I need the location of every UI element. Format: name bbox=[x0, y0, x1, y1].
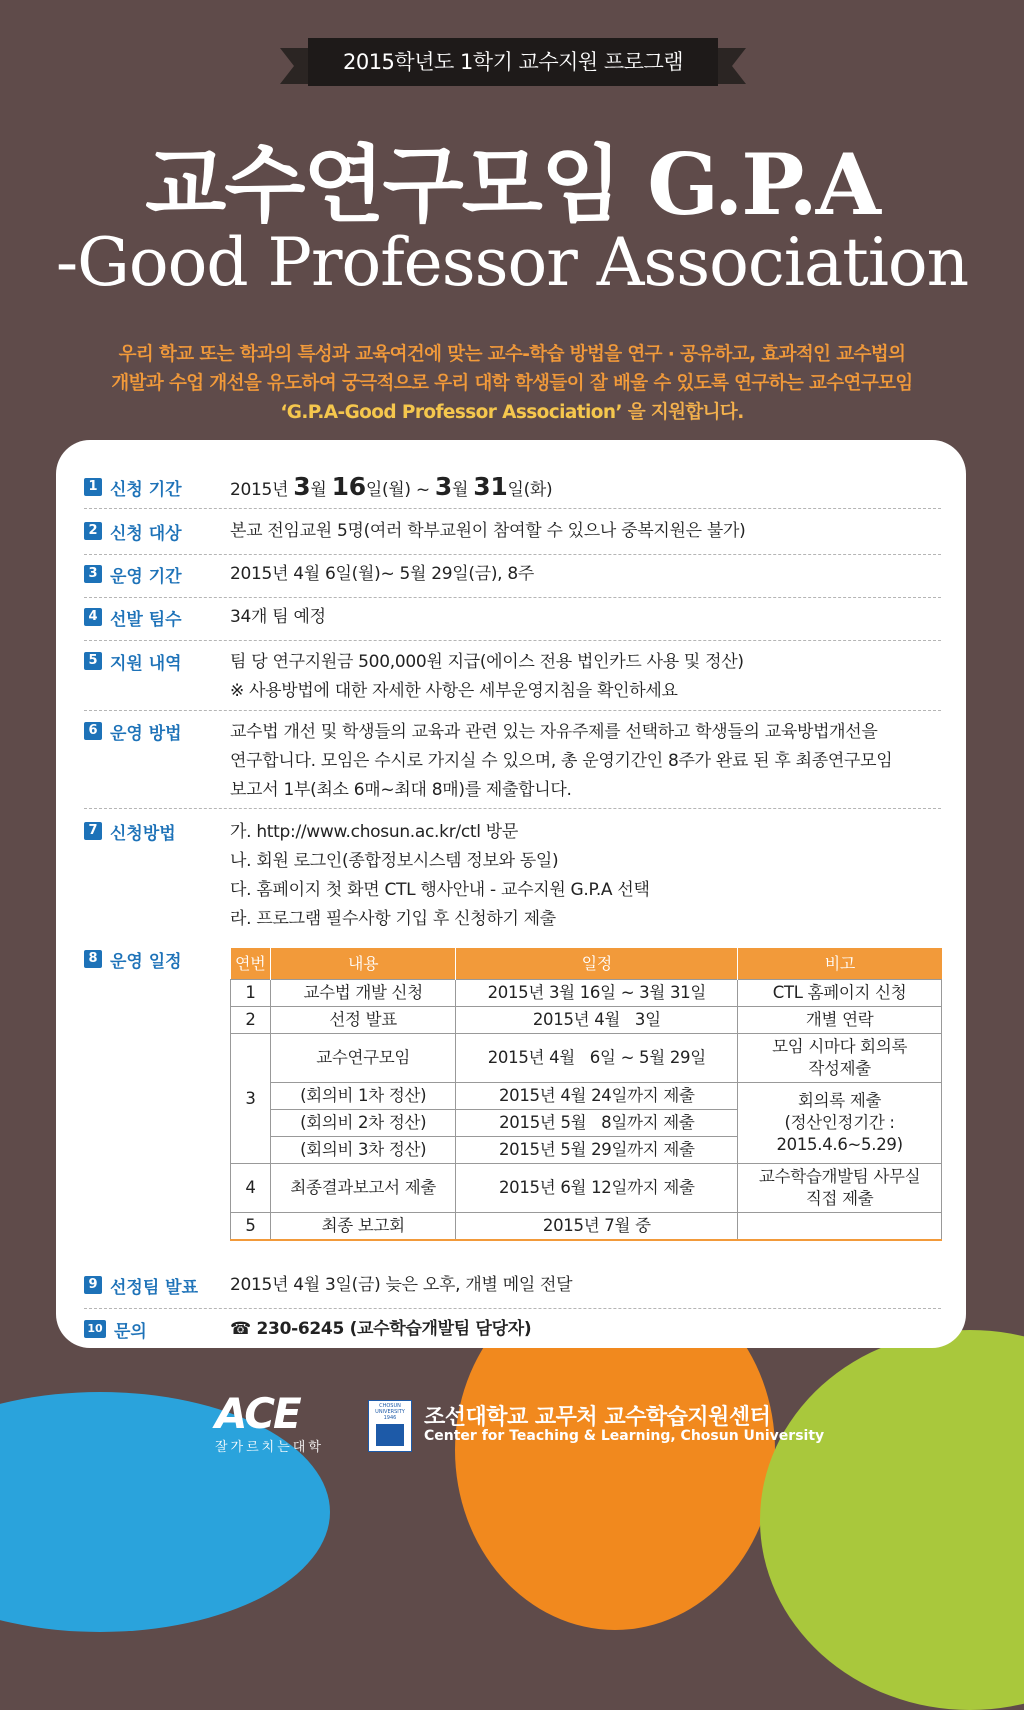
note-line: 작성제출 bbox=[808, 1059, 871, 1078]
section-application-period bbox=[84, 472, 941, 509]
schedule-table-wrap bbox=[230, 948, 942, 1241]
section-label bbox=[84, 816, 176, 846]
method-line: 교수법 개선 및 학생들의 교육과 관련 있는 자유주제를 선택하고 학생들의 교육방법개선을 bbox=[230, 722, 878, 742]
section-label bbox=[84, 472, 182, 502]
apply-step: 가. http://www.chosun.ac.kr/ctl 방문 bbox=[230, 822, 519, 842]
note-line: 모임 시마다 회의록 bbox=[772, 1037, 908, 1056]
row-date: 2015년 5월 29일까지 제출 bbox=[456, 1137, 738, 1164]
row-content: (회의비 1차 정산) bbox=[270, 1083, 455, 1110]
section-number: 8 bbox=[84, 950, 102, 968]
section-label-text: 신청방법 bbox=[110, 823, 176, 844]
row-content: 최종 보고회 bbox=[270, 1213, 455, 1241]
center-name-ko: 조선대학교 교무처 교수학습지원센터 bbox=[424, 1405, 771, 1430]
section-number: 1 bbox=[84, 478, 102, 496]
section-label-text: 운영 일정 bbox=[110, 951, 182, 972]
period-end-month: 3 bbox=[434, 472, 453, 501]
table-row bbox=[231, 980, 942, 1007]
section-label bbox=[84, 1314, 147, 1344]
row-note bbox=[738, 1164, 942, 1213]
section-support bbox=[84, 646, 941, 711]
application-period-value bbox=[230, 472, 941, 505]
section-label-text: 지원 내역 bbox=[110, 653, 182, 674]
how-to-apply-list bbox=[230, 818, 941, 934]
section-number: 5 bbox=[84, 652, 102, 670]
contact-phone: 230-6245 (교수학습개발팀 담당자) bbox=[256, 1319, 532, 1339]
schedule-table bbox=[230, 948, 942, 1241]
note-line: (정산인정기간 : bbox=[784, 1113, 895, 1132]
seal-text: CHOSUN UNIVERSITY 1946 bbox=[375, 1403, 405, 1421]
section-team-count bbox=[84, 602, 941, 641]
table-row bbox=[231, 1164, 942, 1213]
section-announcement bbox=[84, 1270, 941, 1309]
section-label bbox=[84, 646, 182, 676]
row-content: 선정 발표 bbox=[270, 1007, 455, 1034]
section-label bbox=[84, 716, 182, 746]
section-label bbox=[84, 602, 182, 632]
row-date: 2015년 7월 중 bbox=[456, 1213, 738, 1241]
ace-logo-text: ACE bbox=[215, 1389, 300, 1438]
intro-text bbox=[30, 340, 994, 427]
ace-slogan: 잘가르치는대학 bbox=[215, 1440, 324, 1455]
decor-green-blob bbox=[760, 1330, 1024, 1710]
phone-icon: ☎ bbox=[230, 1319, 251, 1339]
section-eligibility bbox=[84, 516, 941, 555]
apply-step: 다. 홈페이지 첫 화면 CTL 행사안내 - 교수지원 G.P.A 선택 bbox=[230, 880, 650, 900]
row-date: 2015년 6월 12일까지 제출 bbox=[456, 1164, 738, 1213]
section-number: 7 bbox=[84, 822, 102, 840]
section-number: 3 bbox=[84, 565, 102, 583]
row-note bbox=[738, 1083, 942, 1164]
method-line: 연구합니다. 모임은 수시로 가지실 수 있으며, 총 운영기간인 8주가 완료 된 후 최종연구모임 bbox=[230, 751, 893, 771]
row-content: (회의비 2차 정산) bbox=[270, 1110, 455, 1137]
period-text: 월 bbox=[310, 480, 332, 500]
period-end-day: 31 bbox=[473, 472, 508, 501]
section-number: 4 bbox=[84, 608, 102, 626]
column-header: 비고 bbox=[738, 948, 942, 980]
intro-line-3 bbox=[30, 398, 994, 427]
row-number: 5 bbox=[231, 1213, 271, 1241]
table-row bbox=[231, 1007, 942, 1034]
row-date: 2015년 3월 16일 ~ 3월 31일 bbox=[456, 980, 738, 1007]
university-seal-icon bbox=[368, 1400, 412, 1452]
section-label bbox=[84, 944, 182, 974]
section-schedule bbox=[84, 944, 941, 1244]
method-line: 보고서 1부(최소 6매~최대 8매)를 제출합니다. bbox=[230, 780, 572, 800]
row-date: 2015년 4월 24일까지 제출 bbox=[456, 1083, 738, 1110]
support-note: ※ 사용방법에 대한 자세한 사항은 세부운영지침을 확인하세요 bbox=[230, 681, 678, 701]
row-content: (회의비 3차 정산) bbox=[270, 1137, 455, 1164]
ribbon-text: 2015학년도 1학기 교수지원 프로그램 bbox=[308, 38, 718, 86]
section-label bbox=[84, 516, 182, 546]
method-value bbox=[230, 718, 941, 805]
row-number: 2 bbox=[231, 1007, 271, 1034]
page-title: 교수연구모임 G.P.A bbox=[145, 135, 879, 234]
header-ribbon bbox=[290, 38, 736, 90]
apply-step: 나. 회원 로그인(종합정보시스템 정보와 동일) bbox=[230, 851, 559, 871]
seal-mark bbox=[376, 1424, 404, 1446]
note-line: 교수학습개발팀 사무실 bbox=[758, 1167, 921, 1186]
period-year: 2015년 bbox=[230, 480, 294, 500]
row-content: 최종결과보고서 제출 bbox=[270, 1164, 455, 1213]
row-number: 4 bbox=[231, 1164, 271, 1213]
eligibility-value: 본교 전임교원 5명(여러 학부교원이 참여할 수 있으나 중복지원은 불가) bbox=[230, 521, 746, 541]
announcement-value: 2015년 4월 3일(금) 늦은 오후, 개별 메일 전달 bbox=[230, 1275, 573, 1295]
apply-step: 라. 프로그램 필수사항 기입 후 신청하기 제출 bbox=[230, 909, 556, 929]
intro-line-2: 개발과 수업 개선을 유도하여 궁극적으로 우리 대학 학생들이 잘 배울 수 있도록 연구하는 교수연구모임 bbox=[111, 373, 913, 394]
period-start-month: 3 bbox=[293, 472, 311, 501]
section-number: 2 bbox=[84, 522, 102, 540]
intro-line-3-rest: 을 지원합니다. bbox=[621, 402, 744, 423]
contact-value bbox=[230, 1314, 941, 1344]
section-label-text: 선발 팀수 bbox=[110, 609, 182, 630]
table-row bbox=[231, 1034, 942, 1083]
section-method bbox=[84, 716, 941, 809]
row-date: 2015년 4월 6일 ~ 5월 29일 bbox=[456, 1034, 738, 1083]
note-line: 직접 제출 bbox=[805, 1189, 874, 1208]
period-text: 일(화) bbox=[507, 480, 553, 500]
column-header: 일정 bbox=[456, 948, 738, 980]
team-count-value: 34개 팀 예정 bbox=[230, 607, 326, 627]
row-content: 교수법 개발 신청 bbox=[270, 980, 455, 1007]
section-label-text: 선정팀 발표 bbox=[110, 1277, 199, 1298]
column-header: 연번 bbox=[231, 948, 271, 980]
section-number: 10 bbox=[84, 1320, 106, 1338]
note-line: 2015.4.6~5.29) bbox=[776, 1135, 903, 1154]
row-note: CTL 홈페이지 신청 bbox=[738, 980, 942, 1007]
intro-line-1: 우리 학교 또는 학과의 특성과 교육여건에 맞는 교수-학습 방법을 연구 · 공유하고, 효과적인 교수법의 bbox=[118, 344, 906, 365]
section-label-text: 운영 기간 bbox=[110, 566, 182, 587]
table-header bbox=[231, 948, 942, 980]
section-operation-period bbox=[84, 559, 941, 598]
section-contact bbox=[84, 1314, 941, 1346]
table-row bbox=[231, 1083, 942, 1110]
column-header: 내용 bbox=[270, 948, 455, 980]
row-date: 2015년 4월 3일 bbox=[456, 1007, 738, 1034]
section-how-to-apply bbox=[84, 816, 941, 936]
period-start-day: 16 bbox=[331, 472, 366, 501]
row-date: 2015년 5월 8일까지 제출 bbox=[456, 1110, 738, 1137]
operation-period-value: 2015년 4월 6일(월)~ 5월 29일(금), 8주 bbox=[230, 564, 535, 584]
page-subtitle: -Good Professor Association bbox=[55, 224, 969, 301]
ace-logo bbox=[215, 1389, 345, 1455]
period-text: 월 bbox=[452, 480, 474, 500]
row-note: 개별 연락 bbox=[738, 1007, 942, 1034]
row-content: 교수연구모임 bbox=[270, 1034, 455, 1083]
row-number: 3 bbox=[231, 1034, 271, 1164]
note-line: 회의록 제출 bbox=[798, 1091, 882, 1110]
row-note bbox=[738, 1034, 942, 1083]
section-label bbox=[84, 1270, 198, 1300]
table-row bbox=[231, 1213, 942, 1241]
row-number: 1 bbox=[231, 980, 271, 1007]
intro-gpa-name: ‘G.P.A-Good Professor Association’ bbox=[280, 402, 622, 423]
section-label-text: 운영 방법 bbox=[110, 723, 182, 744]
section-label bbox=[84, 559, 182, 589]
row-note bbox=[738, 1213, 942, 1241]
center-name-en: Center for Teaching & Learning, Chosun University bbox=[424, 1428, 825, 1444]
section-number: 6 bbox=[84, 722, 102, 740]
section-label-text: 신청 기간 bbox=[110, 479, 182, 500]
period-text: 일(월) ~ bbox=[365, 480, 435, 500]
section-number: 9 bbox=[84, 1276, 102, 1294]
info-card bbox=[56, 440, 966, 1348]
section-label-text: 문의 bbox=[114, 1321, 147, 1342]
section-label-text: 신청 대상 bbox=[110, 523, 182, 544]
support-value bbox=[230, 648, 941, 706]
support-line: 팀 당 연구지원금 500,000원 지급(에이스 전용 법인카드 사용 및 정산) bbox=[230, 652, 744, 672]
